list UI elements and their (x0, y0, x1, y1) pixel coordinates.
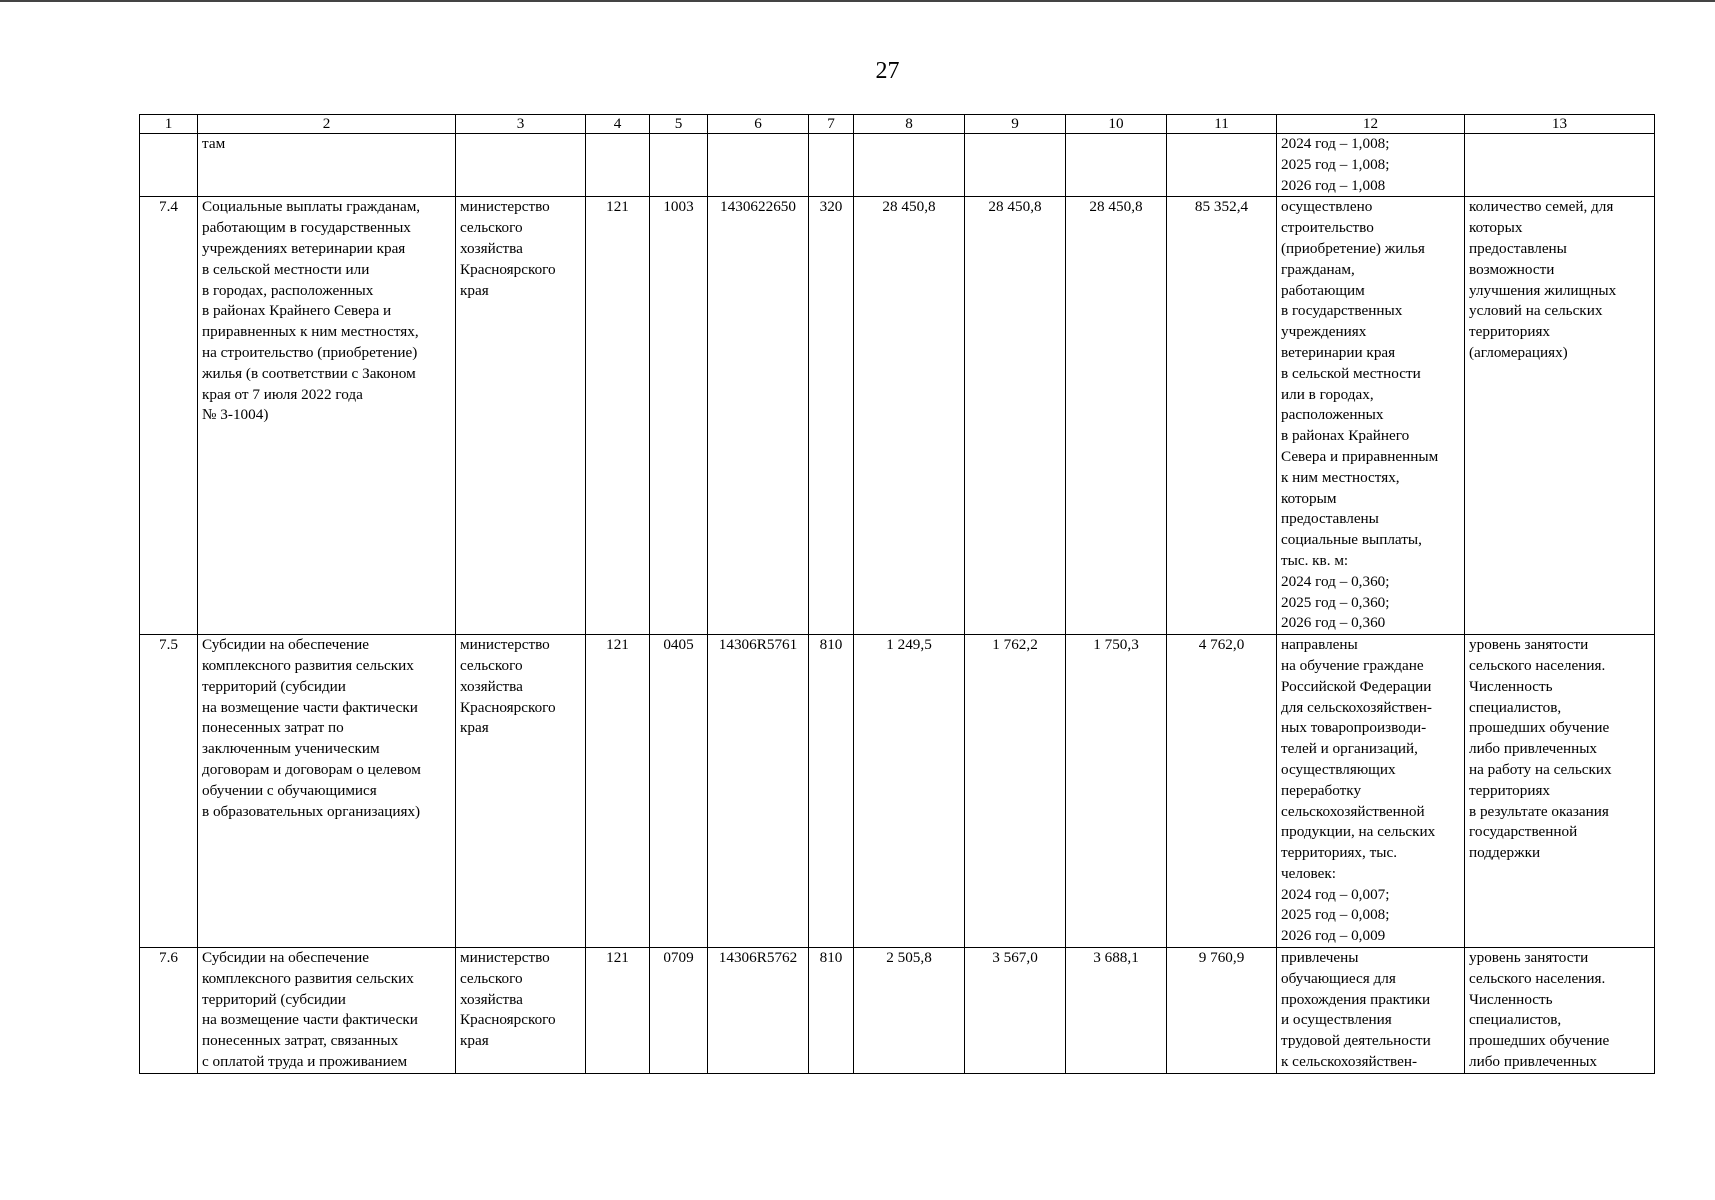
column-header: 12 (1277, 115, 1465, 134)
measure-name: Социальные выплаты гражданам, работающим в государственных учреждениях ветеринарии края в сельской местности или в городах, расположенных в районах Крайнего Севера и приравненных к ним местностях, на строительство (приобретение) жилья (в соответствии с Законом края от 7 июля 2022 года № 3-1004) (198, 197, 456, 635)
column-header: 7 (809, 115, 854, 134)
column-header: 13 (1465, 115, 1655, 134)
amount-total (1167, 134, 1277, 197)
table-row (140, 948, 1655, 1074)
amount-2026 (1066, 134, 1167, 197)
measure-name: там (198, 134, 456, 197)
measure-name: Субсидии на обеспечение комплексного развития сельских территорий (субсидии на возмещение части фактически понесенных затрат, связанных с оплатой труда и проживанием (198, 948, 456, 1074)
row-number: 7.4 (140, 197, 198, 635)
code-expense-type (809, 134, 854, 197)
code-expense-type: 810 (809, 635, 854, 948)
table-row (140, 197, 1655, 635)
measure-name: Субсидии на обеспечение комплексного развития сельских территорий (субсидии на возмещение части фактически понесенных затрат по заключенным ученическим договорам и договорам о целевом обучении с обучающимися в образовательных организациях) (198, 635, 456, 948)
column-header: 8 (854, 115, 965, 134)
expected-result: осуществлено строительство (приобретение) жилья гражданам, работающим в государственных учреждениях ветеринарии края в сельской местности или в городах, расположенных в районах Крайнего Севера и приравненным к ним местностях, которым предоставлены социальные выплаты, тыс. кв. м: 2024 год – 0,360; 2025 год – 0,360; 2026 год – 0,360 (1277, 197, 1465, 635)
amount-2025: 1 762,2 (965, 635, 1066, 948)
column-header: 5 (650, 115, 708, 134)
code-target: 14306R5762 (708, 948, 809, 1074)
column-header: 1 (140, 115, 198, 134)
code-section (650, 134, 708, 197)
amount-2026: 1 750,3 (1066, 635, 1167, 948)
column-header: 2 (198, 115, 456, 134)
code-target: 14306R5761 (708, 635, 809, 948)
code-grbs: 121 (586, 197, 650, 635)
amount-2024: 1 249,5 (854, 635, 965, 948)
amount-2026: 3 688,1 (1066, 948, 1167, 1074)
target-indicator: уровень занятости сельского населения. Численность специалистов, прошедших обучение либо привлеченных (1465, 948, 1655, 1074)
table-row (140, 635, 1655, 948)
code-section: 0709 (650, 948, 708, 1074)
row-number: 7.5 (140, 635, 198, 948)
amount-2025: 3 567,0 (965, 948, 1066, 1074)
target-indicator: количество семей, для которых предоставлены возможности улучшения жилищных условий на сельских территориях (агломерациях) (1465, 197, 1655, 635)
amount-2024: 28 450,8 (854, 197, 965, 635)
responsible-org (456, 134, 586, 197)
amount-2026: 28 450,8 (1066, 197, 1167, 635)
column-header: 10 (1066, 115, 1167, 134)
row-number (140, 134, 198, 197)
amount-2025: 28 450,8 (965, 197, 1066, 635)
expected-result: направлены на обучение граждане Российской Федерации для сельскохозяйствен- ных товаропроизводи- телей и организаций, осуществляющих переработку сельскохозяйственной продукции, на сельских территориях, тыс. человек: 2024 год – 0,007; 2025 год – 0,008; 2026 год – 0,009 (1277, 635, 1465, 948)
code-target (708, 134, 809, 197)
code-grbs: 121 (586, 635, 650, 948)
target-indicator: уровень занятости сельского населения. Численность специалистов, прошедших обучение либо привлеченных на работу на сельских территориях в результате оказания государственной поддержки (1465, 635, 1655, 948)
amount-2024: 2 505,8 (854, 948, 965, 1074)
code-target: 1430622650 (708, 197, 809, 635)
table-row (140, 134, 1655, 197)
column-header: 3 (456, 115, 586, 134)
target-indicator (1465, 134, 1655, 197)
column-header: 11 (1167, 115, 1277, 134)
expected-result: привлечены обучающиеся для прохождения практики и осуществления трудовой деятельности к сельскохозяйствен- (1277, 948, 1465, 1074)
amount-total: 85 352,4 (1167, 197, 1277, 635)
code-section: 1003 (650, 197, 708, 635)
code-grbs: 121 (586, 948, 650, 1074)
row-number: 7.6 (140, 948, 198, 1074)
code-grbs (586, 134, 650, 197)
amount-total: 4 762,0 (1167, 635, 1277, 948)
table-header-row (140, 115, 1655, 134)
code-expense-type: 320 (809, 197, 854, 635)
column-header: 4 (586, 115, 650, 134)
amount-2024 (854, 134, 965, 197)
responsible-org: министерство сельского хозяйства Красноярского края (456, 948, 586, 1074)
column-header: 9 (965, 115, 1066, 134)
amount-2025 (965, 134, 1066, 197)
page-top-border (0, 0, 1715, 2)
responsible-org: министерство сельского хозяйства Красноярского края (456, 197, 586, 635)
expected-result: 2024 год – 1,008; 2025 год – 1,008; 2026 год – 1,008 (1277, 134, 1465, 197)
responsible-org: министерство сельского хозяйства Красноярского края (456, 635, 586, 948)
budget-table (139, 114, 1655, 1074)
page-number: 27 (875, 58, 900, 84)
amount-total: 9 760,9 (1167, 948, 1277, 1074)
column-header: 6 (708, 115, 809, 134)
code-section: 0405 (650, 635, 708, 948)
code-expense-type: 810 (809, 948, 854, 1074)
